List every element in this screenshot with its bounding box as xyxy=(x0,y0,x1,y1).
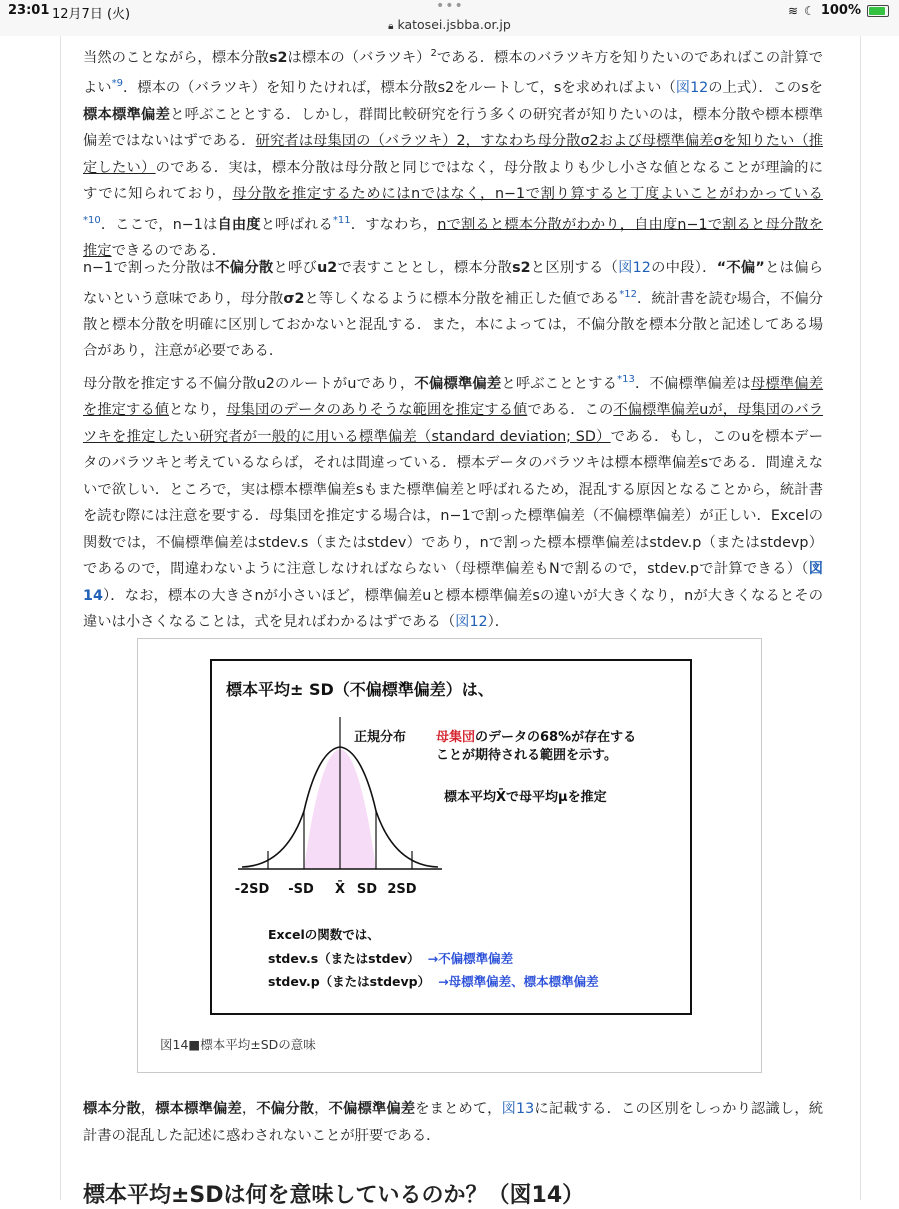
bold-term: 標本標準偏差 xyxy=(155,1101,242,1117)
multitask-dots-icon[interactable]: ••• xyxy=(436,0,464,14)
footnote-link-9[interactable]: *9 xyxy=(111,78,123,90)
text: となり， xyxy=(169,402,227,419)
underlined-text: nで割ると標本分散がわかり，自由度n−1で割ると母分散を推定 xyxy=(83,216,824,259)
slide-title: 標本平均± SD（不偏標準偏差）は、 xyxy=(226,680,494,699)
wifi-icon: ≋ xyxy=(788,3,799,18)
text: とは偏らないという意味であり，母分散 xyxy=(83,260,824,307)
paragraph-1 xyxy=(83,41,823,264)
text: 母分散を推定する不偏分散u2のルートがuであり， xyxy=(83,375,415,392)
text: と呼ぶこととする．しかし，群間比較研究を行う多くの研究者が知りたいのは，標本分散や標本標準偏差ではないはずである． xyxy=(83,106,824,150)
text: と区別する（ xyxy=(530,260,619,276)
battery-percent: 100% xyxy=(820,3,861,18)
axis-label: -2SD xyxy=(234,882,270,897)
bold-term: 標本標準偏差 xyxy=(83,106,171,123)
excel-result-1: 不偏標準偏差 xyxy=(438,951,514,966)
text: をまとめて， xyxy=(415,1101,502,1117)
date: 12月7日 (火) xyxy=(52,7,131,22)
footnote-link-12[interactable]: *12 xyxy=(619,288,637,300)
population-red-text: 母集団 xyxy=(436,730,476,745)
text: のである．実は，標本分散は母分散と同じではなく，母分散よりも少し小さな値となることが理論的にすでに知られており， xyxy=(83,159,824,203)
excel-result-2: 母標準偏差、標本標準偏差 xyxy=(448,974,599,989)
text: である．標本のバラツキ方を知りたいのであればこの計算でよい xyxy=(83,49,824,97)
paragraph-2 xyxy=(83,255,823,365)
bold-term: “不偏” xyxy=(716,260,765,276)
bold-term: 不偏分散 xyxy=(256,1101,315,1117)
population-note-line-2: ことが期待される範囲を示す。 xyxy=(436,748,617,763)
text: ， xyxy=(241,1101,257,1117)
text: ， xyxy=(140,1101,156,1117)
status-bar xyxy=(0,0,899,36)
excel-line-1 xyxy=(268,951,514,966)
figure-link-13[interactable]: 図13 xyxy=(501,1101,535,1117)
bold-term: 不偏標準偏差 xyxy=(414,375,502,392)
excel-line-2 xyxy=(268,974,599,989)
underlined-text: 研究者は母集団の（バラツキ）2，すなわち母分散σ2および母標準偏差σを知りたい（推定したい） xyxy=(83,133,824,176)
text: の上式）．このsを xyxy=(708,80,823,97)
lock-icon: 🔒︎ xyxy=(388,21,394,32)
text: できるのである． xyxy=(111,242,226,259)
estimate-note: 標本平均X̄で母平均μを推定 xyxy=(444,790,607,805)
footnote-link-11[interactable]: *11 xyxy=(332,214,351,226)
system-indicators xyxy=(788,3,889,18)
text: に記載する．この区別をしっかり認識し，統計書の混乱した記述に惑わされないことが肝要である． xyxy=(83,1101,824,1144)
bold-term: s2 xyxy=(512,260,531,276)
text: ．標本の（バラツキ）を知りたければ，標本分散s2をルートして，sを求めればよい（ xyxy=(122,80,676,97)
text: と呼び xyxy=(273,260,318,276)
axis-label: 2SD xyxy=(387,882,417,897)
population-note-line-1 xyxy=(436,729,636,745)
bold-term: 標本分散 xyxy=(83,1101,141,1117)
figure-link-12[interactable]: 図12 xyxy=(618,260,651,276)
moon-icon: ☾ xyxy=(804,3,815,18)
text: ．すなわち， xyxy=(350,216,438,233)
text: と等しくなるように標本分散を補正した値である xyxy=(304,290,620,307)
population-note-rest: のデータの68%が存在する xyxy=(475,730,637,745)
text: と呼ばれる xyxy=(260,216,333,233)
text: ）． xyxy=(487,614,510,631)
underlined-text: 母集団のデータのありそうな範囲を推定する値 xyxy=(226,402,528,419)
excel-code-1: stdev.s（またはstdev） xyxy=(268,951,420,966)
underlined-text: 母標準偏差を推定する値 xyxy=(83,375,824,419)
arrow-1: → xyxy=(427,951,439,966)
text: である．もし，このuを標本データのバラツキと考えているならば，それは間違っている．標本データのバラツキは標本標準偏差sである．間違えないで欲しい．ところで，実は標本標準偏差sもまた標準偏差と呼ばれるため，混乱する原因となることから，統計書を読む際には注意を要する．母集団を推定する場合は，n−1で割った標準偏差（不偏標準偏差）が正しい．Excelの関数では，不偏標準偏差はstdev.s（またはstdev）であり，nで割った標本標準偏差はstdev.p（またはstdevp）であるので，間違わないように注意しなければならない（母標準偏差もNで割るので，stdev.pで計算できる）（ xyxy=(83,428,823,578)
text: の中段）． xyxy=(650,260,717,276)
paragraph-4 xyxy=(83,1096,823,1149)
excel-heading: Excelの関数では、 xyxy=(268,927,380,942)
figure-link-12[interactable]: 図12 xyxy=(675,80,709,97)
text: である．この xyxy=(527,402,614,419)
battery-icon xyxy=(867,5,889,17)
section-heading: 標本平均±SDは何を意味しているのか？（図14） xyxy=(83,1183,585,1208)
axis-label: X̄ xyxy=(334,882,346,897)
footnote-link-13[interactable]: *13 xyxy=(617,374,635,385)
footnote-link-10[interactable]: *10 xyxy=(83,214,101,226)
text: で表すこととし，標本分散 xyxy=(337,260,513,276)
underlined-text: 母分散を推定するためにはnではなく，n−1で割り算すると丁度よいことがわかっている xyxy=(232,186,823,203)
bold-term: 不偏標準偏差 xyxy=(328,1101,416,1117)
axis-label: SD xyxy=(356,882,378,897)
text: ．統計書を読む場合，不偏分散と標本分散を明確に区別しておかないと混乱する．また，本によっては，不偏分散を標本分散と記述してある場合があり，注意が必要である． xyxy=(83,290,824,360)
clock: 23:01 xyxy=(8,3,50,18)
text: ）．なお，標本の大きさnが小さいほど，標準偏差uと標本標準偏差sの違いが大きくなり，nが大きくなるとその違いは小さくなることは，式を見ればわかるはずである（ xyxy=(83,587,823,631)
bold-term: 不偏分散 xyxy=(215,260,274,276)
text: n−1で割った分散は xyxy=(83,260,216,276)
text: ．不偏標準偏差は xyxy=(634,375,751,392)
underlined-text: 不偏標準偏差uが，母集団のバラツキを推定したい研究者が一般的に用いる標準偏差（standard deviation; SD） xyxy=(83,402,824,445)
excel-code-2: stdev.p（またはstdevp） xyxy=(268,974,431,989)
text: s2 xyxy=(268,49,288,66)
figure-14 xyxy=(137,638,762,1073)
text: は標本の（バラツキ） xyxy=(287,49,431,66)
paragraph-3 xyxy=(83,367,823,636)
text: と呼ぶこととする xyxy=(501,375,618,392)
text: 当然のことながら，標本分散 xyxy=(83,49,269,66)
bold-term: σ2 xyxy=(283,290,305,307)
figure-caption: 図14■標本平均±SDの意味 xyxy=(160,1037,316,1052)
address-bar[interactable] xyxy=(0,17,899,32)
bold-term: 自由度 xyxy=(217,216,261,233)
url-text: katosei.jsbba.or.jp xyxy=(397,17,511,32)
figure-link-14[interactable]: 図14 xyxy=(83,561,823,604)
figure-slide xyxy=(210,659,692,1015)
normal-distribution-diagram xyxy=(212,661,690,1013)
text: ．ここで，n−1は xyxy=(100,216,218,233)
arrow-2: → xyxy=(438,974,449,989)
curve-label: 正規分布 xyxy=(354,730,407,745)
bold-term: u2 xyxy=(317,260,338,276)
figure-link-12[interactable]: 図12 xyxy=(455,614,488,631)
text: ， xyxy=(314,1101,329,1117)
axis-label: -SD xyxy=(288,882,314,897)
superscript: 2 xyxy=(430,48,437,59)
